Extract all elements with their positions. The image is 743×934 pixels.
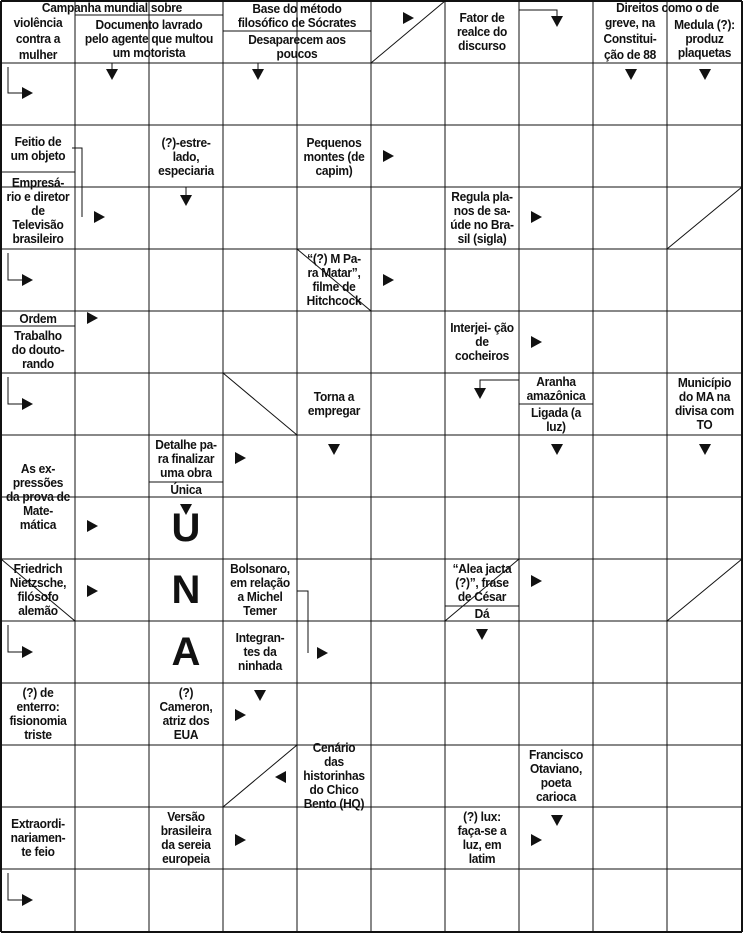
- answer-cell[interactable]: [593, 249, 667, 311]
- clue-detalhe: Detalhe pa- ra finalizar uma obra: [155, 436, 217, 480]
- answer-cell[interactable]: [445, 745, 519, 807]
- answer-cell[interactable]: [371, 683, 445, 745]
- answer-cell[interactable]: [297, 187, 371, 249]
- answer-cell[interactable]: [667, 311, 742, 373]
- answer-cell[interactable]: [371, 373, 445, 435]
- clue-desaparecem: Desaparecem aos poucos: [248, 32, 346, 61]
- answer-cell[interactable]: [75, 63, 149, 125]
- answer-cell[interactable]: [371, 435, 445, 497]
- answer-cell[interactable]: [667, 435, 742, 497]
- clue-direitos-line: greve, na: [604, 15, 656, 30]
- clue-nietzsche: Friedrich Nietzsche, filósofo alemão: [9, 561, 67, 618]
- answer-cell[interactable]: [445, 63, 519, 125]
- answer-cell[interactable]: [1, 373, 75, 435]
- answer-cell[interactable]: [593, 435, 667, 497]
- answer-cell[interactable]: [593, 683, 667, 745]
- answer-cell[interactable]: [667, 63, 742, 125]
- answer-cell[interactable]: [667, 497, 742, 559]
- answer-cell[interactable]: [519, 187, 593, 249]
- answer-cell[interactable]: [223, 373, 297, 435]
- clue-municipio: Município do MA na divisa com TO: [674, 375, 735, 432]
- answer-cell[interactable]: [667, 125, 742, 187]
- answer-cell[interactable]: [519, 125, 593, 187]
- answer-cell[interactable]: [519, 559, 593, 621]
- answer-cell[interactable]: [223, 497, 297, 559]
- clue-da: Dá: [474, 605, 490, 621]
- answer-cell[interactable]: [75, 435, 149, 497]
- answer-letter[interactable]: N: [171, 567, 201, 612]
- answer-cell[interactable]: [371, 559, 445, 621]
- answer-cell[interactable]: [371, 497, 445, 559]
- answer-cell[interactable]: [1, 63, 75, 125]
- clue-chico: Cenário das historinhas do Chico Bento (HQ): [303, 740, 365, 811]
- clue-trabalho: Trabalho do douto- rando: [11, 327, 65, 371]
- answer-cell[interactable]: [75, 621, 149, 683]
- answer-cell[interactable]: [75, 559, 149, 621]
- answer-cell[interactable]: [519, 249, 593, 311]
- clue-estrelado: (?)-estre- lado, especiaria: [158, 134, 214, 178]
- answer-cell[interactable]: [149, 63, 223, 125]
- answer-cell[interactable]: [223, 311, 297, 373]
- answer-cell[interactable]: [223, 869, 297, 932]
- answer-cell[interactable]: [75, 187, 149, 249]
- answer-cell[interactable]: [297, 807, 371, 869]
- clue-alea: “Alea jacta (?)”, frase de César: [452, 560, 512, 604]
- answer-cell[interactable]: [75, 869, 149, 932]
- answer-cell[interactable]: [371, 249, 445, 311]
- answer-cell[interactable]: [519, 683, 593, 745]
- clue-ordem: Ordem: [19, 310, 57, 326]
- answer-cell[interactable]: [519, 621, 593, 683]
- answer-cell[interactable]: [593, 807, 667, 869]
- clue-interjeicao: Interjei- ção de cocheiros: [450, 320, 514, 363]
- answer-cell[interactable]: [371, 187, 445, 249]
- answer-cell[interactable]: [75, 125, 149, 187]
- clue-enterro: (?) de enterro: fisionomia triste: [9, 685, 67, 742]
- answer-cell[interactable]: [667, 249, 742, 311]
- answer-cell[interactable]: [371, 621, 445, 683]
- answer-cell[interactable]: [75, 373, 149, 435]
- clue-regula: Regula pla- nos de sa- úde no Bra- sil (sigla): [450, 189, 514, 246]
- clue-integrantes: Integran- tes da ninhada: [235, 630, 285, 673]
- answer-cell[interactable]: [445, 435, 519, 497]
- answer-cell[interactable]: [223, 435, 297, 497]
- answer-cell[interactable]: [445, 373, 519, 435]
- answer-cell[interactable]: [371, 125, 445, 187]
- answer-cell[interactable]: [223, 249, 297, 311]
- answer-cell[interactable]: [1, 745, 75, 807]
- clue-provas: As ex- pressões da prova de Mate- mática: [5, 461, 71, 532]
- clue-unica: Única: [170, 481, 202, 497]
- answer-cell[interactable]: [223, 807, 297, 869]
- answer-cell[interactable]: [371, 1, 445, 63]
- clue-direitos-line: Constitui-: [603, 31, 657, 46]
- answer-cell[interactable]: [223, 187, 297, 249]
- clue-aranha: Aranha amazônica: [526, 373, 586, 403]
- answer-cell[interactable]: [593, 373, 667, 435]
- answer-cell[interactable]: [371, 807, 445, 869]
- answer-cell[interactable]: [1, 621, 75, 683]
- answer-cell[interactable]: [519, 497, 593, 559]
- answer-cell[interactable]: [519, 311, 593, 373]
- answer-cell[interactable]: [149, 311, 223, 373]
- answer-cell[interactable]: [297, 559, 371, 621]
- answer-cell[interactable]: [223, 63, 297, 125]
- answer-cell[interactable]: [519, 1, 593, 63]
- answer-cell[interactable]: [445, 249, 519, 311]
- answer-cell[interactable]: [445, 497, 519, 559]
- answer-cell[interactable]: [667, 187, 742, 249]
- clue-campanha-line: Campanha mundial sobre: [41, 0, 183, 15]
- answer-cell[interactable]: [75, 683, 149, 745]
- answer-cell[interactable]: [667, 621, 742, 683]
- answer-cell[interactable]: [75, 311, 149, 373]
- answer-cell[interactable]: [593, 621, 667, 683]
- clue-medula: Medula (?): produz plaquetas: [674, 17, 735, 60]
- answer-cell[interactable]: [593, 311, 667, 373]
- clue-feio: Extraordi- nariamen- te feio: [10, 816, 66, 859]
- clue-bolsonaro: Bolsonaro, em relação a Michel Temer: [230, 561, 290, 618]
- answer-cell[interactable]: [371, 63, 445, 125]
- clue-documento: Documento lavrado pelo agente que multou um motorista: [84, 17, 214, 60]
- clue-ligada: Ligada (a luz): [530, 404, 582, 434]
- answer-cell[interactable]: [149, 745, 223, 807]
- answer-cell[interactable]: [75, 745, 149, 807]
- answer-cell[interactable]: [445, 125, 519, 187]
- clue-otaviano: Francisco Otaviano, poeta carioca: [528, 747, 584, 804]
- answer-cell[interactable]: [223, 745, 297, 807]
- answer-cell[interactable]: [445, 869, 519, 932]
- answer-cell[interactable]: [223, 683, 297, 745]
- clue-direitos-line: Direitos como o de: [616, 0, 719, 15]
- answer-cell[interactable]: [519, 63, 593, 125]
- answer-cell[interactable]: [519, 869, 593, 932]
- answer-cell[interactable]: [593, 63, 667, 125]
- answer-cell[interactable]: [149, 187, 223, 249]
- answer-cell[interactable]: [593, 187, 667, 249]
- answer-cell[interactable]: [593, 745, 667, 807]
- answer-letter[interactable]: A: [171, 629, 201, 674]
- answer-cell[interactable]: [1, 249, 75, 311]
- answer-cell[interactable]: [593, 125, 667, 187]
- clue-sereia: Versão brasileira da sereia europeia: [160, 809, 212, 866]
- clue-montes: Pequenos montes (de capim): [303, 134, 365, 178]
- answer-cell[interactable]: [667, 559, 742, 621]
- answer-cell[interactable]: [1, 869, 75, 932]
- clue-feitio: Feitio de um objeto: [10, 134, 66, 163]
- answer-cell[interactable]: [297, 497, 371, 559]
- answer-cell[interactable]: [297, 63, 371, 125]
- answer-cell[interactable]: [297, 435, 371, 497]
- answer-cell[interactable]: [371, 869, 445, 932]
- answer-cell[interactable]: [371, 745, 445, 807]
- answer-cell[interactable]: [445, 621, 519, 683]
- answer-cell[interactable]: [593, 497, 667, 559]
- clue-cameron: (?) Cameron, atriz dos EUA: [159, 685, 213, 742]
- answer-cell[interactable]: [667, 745, 742, 807]
- answer-cell[interactable]: [445, 683, 519, 745]
- answer-cell[interactable]: [223, 125, 297, 187]
- clue-campanha-line: mulher: [18, 47, 58, 62]
- clue-lux: (?) lux: faça-se a luz, em latim: [457, 809, 507, 866]
- answer-cell[interactable]: [667, 807, 742, 869]
- answer-cell[interactable]: [371, 311, 445, 373]
- answer-cell[interactable]: [519, 807, 593, 869]
- clue-fator: Fator de realce do discurso: [456, 10, 508, 53]
- answer-cell[interactable]: [149, 373, 223, 435]
- clue-filme: “(?) M Pa- ra Matar”, filme de Hitchcock: [306, 251, 362, 308]
- clue-campanha-line: violência: [13, 15, 63, 30]
- answer-cell[interactable]: [667, 869, 742, 932]
- answer-cell[interactable]: [593, 559, 667, 621]
- answer-cell[interactable]: [149, 869, 223, 932]
- answer-cell[interactable]: [593, 869, 667, 932]
- answer-cell[interactable]: [297, 311, 371, 373]
- answer-cell[interactable]: [149, 249, 223, 311]
- answer-cell[interactable]: [75, 497, 149, 559]
- answer-cell[interactable]: [75, 249, 149, 311]
- clue-torna: Torna a empregar: [307, 389, 361, 418]
- answer-letter[interactable]: U: [171, 505, 201, 550]
- answer-cell[interactable]: [667, 683, 742, 745]
- clue-direitos-line: ção de 88: [603, 47, 657, 62]
- answer-cell[interactable]: [297, 683, 371, 745]
- answer-cell[interactable]: [75, 807, 149, 869]
- clue-empresario: Empresá- rio e diretor de Televisão brasileiro: [6, 174, 70, 246]
- clue-campanha-line: contra a: [15, 31, 61, 46]
- answer-cell[interactable]: [519, 435, 593, 497]
- answer-cell[interactable]: [297, 621, 371, 683]
- answer-cell[interactable]: [297, 869, 371, 932]
- clue-base: Base do método filosófico de Sócrates: [237, 1, 357, 30]
